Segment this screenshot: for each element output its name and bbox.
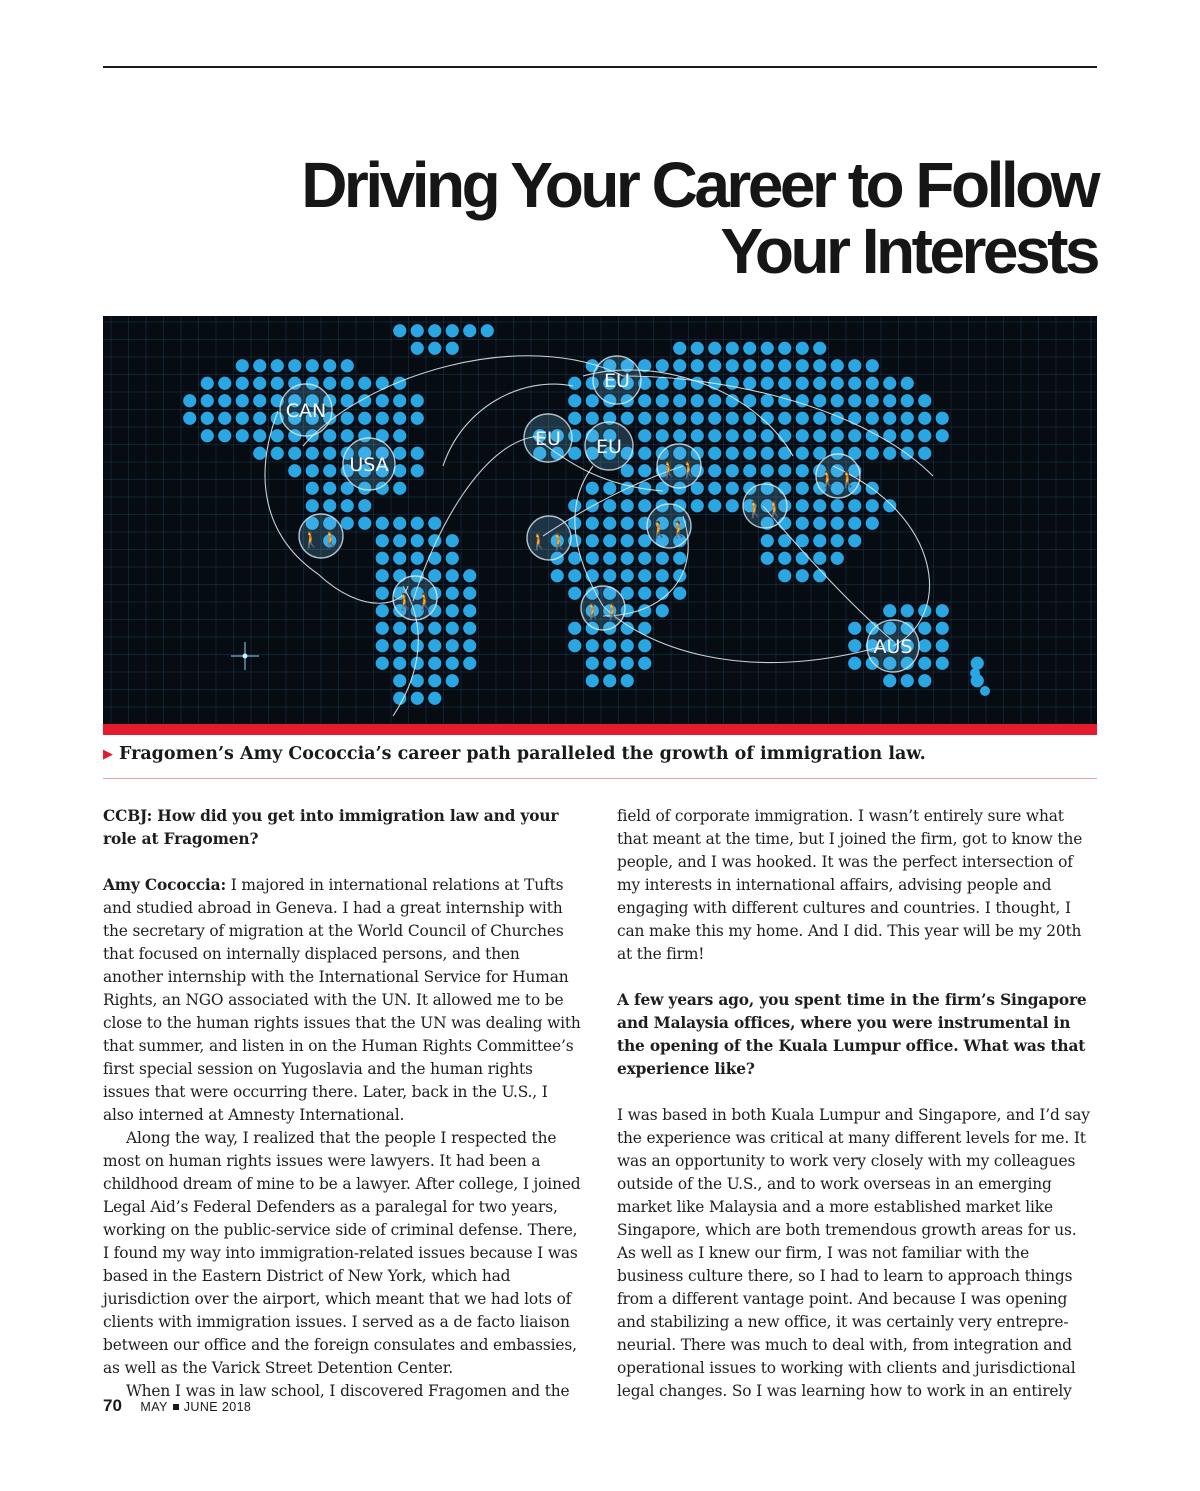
people-travel-icon (299, 514, 343, 558)
interview-question-2: A few years ago, you spent time in the firm’s Singapore and Malaysia offices, where you were instrumental in the opening of the Kuala Lumpur office. What was that experience like? (617, 991, 1087, 1078)
separator-square (173, 1404, 179, 1410)
article-column-right (617, 805, 1097, 1403)
marker-eu-east (585, 422, 633, 470)
marker-eu-north (593, 356, 641, 404)
answer-text-1: I majored in international relations at Tufts and studied abroad in Geneva. I had a great internship with the secretary of migration at the World Council of Churches that focused on internally displaced persons, and then another internship with the International Service for Human Rights, an NGO associated with the UN. It allowed me to be close to the human rights issues that the UN was dealing with that summer, and listen in on the Human Rights Committee’s first special session on Yugoslavia and the human rights issues that were occurring there. Later, back in the U.S., I also interned at Amnesty International. (103, 876, 581, 1124)
answer-paragraph-2: Along the way, I realized that the people I respected the most on human rights issues were lawyers. It had been a childhood dream of mine to be a lawyer. After college, I joined Legal Aid’s Federal Defenders as a paralegal for two years, working on the public-service side of criminal defense. There, I found my way into immigration-related issues because I was based in the Eastern District of New York, which had jurisdiction over the airport, which meant that we had lots of clients with immigration issues. I served as a de facto liaison between our office and the foreign consulates and embassies, as well as the Varick Street Detention Center. (103, 1129, 581, 1377)
headline-line-1: Driving Your Career to Follow (301, 149, 1097, 221)
svg-text:🚶🚶: 🚶🚶 (649, 520, 689, 539)
people-travel-icon (393, 576, 437, 620)
article-headline (103, 149, 1097, 287)
svg-text:🚶🚶: 🚶🚶 (659, 460, 699, 479)
interview-question-1: CCBJ: How did you get into immigration law and your role at Fragomen? (103, 807, 559, 848)
people-travel-icon (816, 454, 860, 498)
svg-text:🚶🚶: 🚶🚶 (745, 500, 785, 519)
answer-paragraph-5: I was based in both Kuala Lumpur and Singapore, and I’d say the experience was critical at many different levels for me. It was an opportunity to work very closely with my colleagues outside of the U.S., and to work overseas in an emerging market like Malaysia and a more established market like Singapore, which are both tremendous growth areas for us. As well as I knew our firm, I was not familiar with the business culture there, so I had to learn to approach things from a different vantage point. And because I was opening and stabilizing a new office, it was certainly very entrepreneurial. There was much to deal with, from integration and operational issues to working with clients and jurisdictional legal changes. So I was learning how to work in an entirely (617, 1106, 1090, 1400)
article-column-left (103, 805, 583, 1403)
people-travel-icon (527, 516, 571, 560)
people-travel-icon (743, 484, 787, 528)
marker-aus (867, 620, 919, 672)
caption-rule (103, 778, 1097, 779)
issue-year: JUNE 2018 (183, 1400, 252, 1414)
accent-bar (103, 724, 1097, 735)
answer-paragraph-4: field of corporate immigration. I wasn’t entirely sure what that meant at the time, but I joined the firm, got to know the people, and I was hooked. It was the perfect intersection of my interests in international affairs, advising people and engaging with different cultures and countries. I thought, I can make this my home. And I did. This year will be my 20th at the firm! (617, 807, 1083, 963)
people-travel-icon (647, 504, 691, 548)
marker-eu-west (524, 414, 572, 462)
marker-label-eu-east: EU (596, 436, 622, 458)
caption-triangle-icon: ▶ (103, 747, 113, 762)
headline-line-2: Your Interests (720, 215, 1097, 287)
svg-text:🚶🚶: 🚶🚶 (583, 602, 623, 621)
marker-label-aus: AUS (873, 636, 913, 658)
people-travel-icon (581, 586, 625, 630)
page-footer (103, 1396, 251, 1416)
world-map-illustration (103, 316, 1097, 724)
svg-text:🚶🚶: 🚶🚶 (818, 470, 858, 489)
answer-paragraph-1 (103, 874, 583, 1127)
marker-can (280, 384, 332, 436)
speaker-name: Amy Cococcia: (103, 876, 226, 894)
page-number: 70 (103, 1396, 122, 1415)
svg-text:🚶🚶: 🚶🚶 (529, 532, 569, 551)
sparkle-icon (231, 642, 259, 670)
top-rule (103, 66, 1097, 68)
issue-month: MAY (140, 1400, 168, 1414)
svg-text:🚶🚶: 🚶🚶 (301, 530, 341, 549)
marker-label-usa: USA (349, 454, 389, 476)
caption-text: Fragomen’s Amy Cococcia’s career path paralleled the growth of immigration law. (119, 744, 926, 764)
marker-label-eu-west: EU (535, 428, 561, 450)
image-caption (103, 742, 1097, 768)
marker-usa (343, 438, 395, 490)
svg-text:🚶🚶: 🚶🚶 (395, 592, 435, 611)
issue-date (140, 1400, 251, 1414)
marker-label-eu-north: EU (604, 370, 630, 392)
world-map-svg (103, 316, 1097, 724)
marker-label-can: CAN (285, 400, 327, 422)
people-travel-icon (657, 444, 701, 488)
answer-paragraph-3: When I was in law school, I discovered Fragomen and the (126, 1382, 570, 1400)
